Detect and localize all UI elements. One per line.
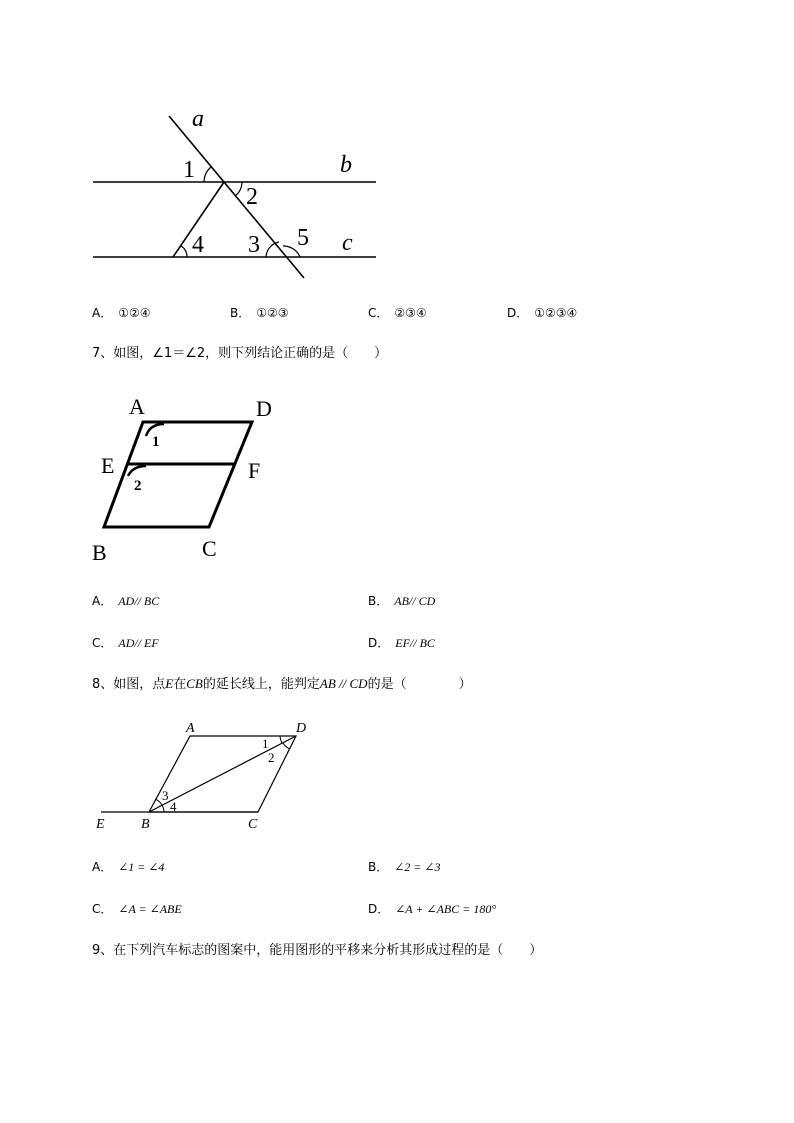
- option-label: D．: [507, 306, 529, 320]
- label-C: C: [202, 536, 217, 561]
- option-label: D．: [368, 636, 390, 650]
- q8-point-e: E: [165, 676, 174, 691]
- label-angle-2: 2: [134, 478, 142, 494]
- label-b: b: [340, 152, 352, 178]
- q6-option-c[interactable]: [368, 306, 427, 320]
- label-angle-3: 3: [162, 788, 169, 803]
- angle-arc-1: [280, 736, 282, 743]
- q7-option-d[interactable]: [368, 636, 435, 650]
- option-text: ∠1 = ∠4: [118, 860, 165, 874]
- q8-parallel: AB // CD: [319, 676, 368, 691]
- option-label: B．: [230, 306, 251, 320]
- option-text: EF// BC: [395, 636, 435, 650]
- option-text: AB// CD: [394, 594, 436, 608]
- angle-arc-4: [162, 805, 164, 812]
- option-text: ②③④: [394, 306, 427, 320]
- q6-option-b[interactable]: [230, 306, 289, 320]
- label-angle-1: 1: [262, 736, 269, 751]
- question-7-text: 7、如图，∠1＝∠2，则下列结论正确的是（ ）: [92, 346, 388, 361]
- option-text: AD// BC: [118, 594, 160, 608]
- q8-mid1: 在: [173, 677, 187, 692]
- label-B: B: [141, 817, 150, 832]
- label-E: E: [101, 453, 115, 478]
- line-a: [169, 116, 304, 278]
- q8-option-c[interactable]: [92, 902, 182, 916]
- figure-parallel-lines-q6: [80, 100, 390, 290]
- q8-mid2: 的延长线上，能判定: [202, 677, 320, 692]
- option-label: C．: [368, 306, 389, 320]
- q6-option-a[interactable]: [92, 306, 151, 320]
- label-C: C: [248, 817, 258, 832]
- angle-arc-2: [128, 466, 146, 476]
- angle-arc-3: [155, 799, 162, 805]
- label-D: D: [256, 396, 272, 421]
- option-label: A．: [92, 594, 113, 608]
- label-F: F: [248, 458, 261, 483]
- label-angle-4: 4: [192, 232, 204, 258]
- parallelogram-abcd: [104, 422, 252, 527]
- option-label: A．: [92, 860, 113, 874]
- option-text: AD// EF: [118, 636, 159, 650]
- label-B: B: [92, 540, 107, 565]
- option-label: C．: [92, 902, 113, 916]
- label-angle-5: 5: [297, 225, 309, 251]
- label-A: A: [186, 721, 195, 736]
- question-9-text: 9、在下列汽车标志的图案中，能用图形的平移来分析其形成过程的是（ ）: [92, 943, 543, 958]
- label-a: a: [192, 106, 204, 132]
- label-angle-2: 2: [246, 184, 258, 210]
- label-angle-4: 4: [170, 799, 177, 814]
- option-label: A．: [92, 306, 113, 320]
- angle-arc-4: [181, 246, 187, 257]
- angle-arc-1: [204, 167, 211, 182]
- option-text: ∠2 = ∠3: [394, 860, 441, 874]
- q7-option-c[interactable]: [92, 636, 159, 650]
- figure-parallelogram-q7: [88, 390, 288, 570]
- option-text: ①②④: [118, 306, 151, 320]
- q8-prefix: 8、如图，点: [92, 677, 166, 692]
- option-text: ∠A + ∠ABC = 180°: [395, 902, 497, 916]
- label-c: c: [342, 230, 353, 256]
- label-E: E: [96, 817, 105, 832]
- q8-option-b[interactable]: [368, 860, 440, 874]
- label-angle-1: 1: [183, 157, 195, 183]
- angle-arc-2: [283, 743, 290, 749]
- label-A: A: [129, 394, 145, 419]
- label-angle-1: 1: [152, 434, 160, 450]
- q8-suffix: 的是（ ）: [367, 677, 472, 692]
- option-text: ①②③: [256, 306, 289, 320]
- q8-option-a[interactable]: [92, 860, 164, 874]
- label-angle-2: 2: [268, 750, 275, 765]
- question-8-text: [92, 676, 472, 693]
- label-angle-3: 3: [248, 232, 260, 258]
- label-D: D: [296, 721, 307, 736]
- option-label: B．: [368, 594, 389, 608]
- q7-option-b[interactable]: [368, 594, 435, 608]
- angle-arc-3: [266, 242, 279, 257]
- q8-line-cb: CB: [186, 676, 203, 691]
- option-label: D．: [368, 902, 390, 916]
- option-text: ①②③④: [534, 306, 578, 320]
- option-text: ∠A = ∠ABE: [118, 902, 182, 916]
- option-label: B．: [368, 860, 389, 874]
- angle-arc-2: [235, 182, 242, 196]
- q7-option-a[interactable]: [92, 594, 159, 608]
- figure-parallelogram-q8: [90, 716, 320, 834]
- q6-option-d[interactable]: [507, 306, 577, 320]
- q8-option-d[interactable]: [368, 902, 496, 916]
- option-label: C．: [92, 636, 113, 650]
